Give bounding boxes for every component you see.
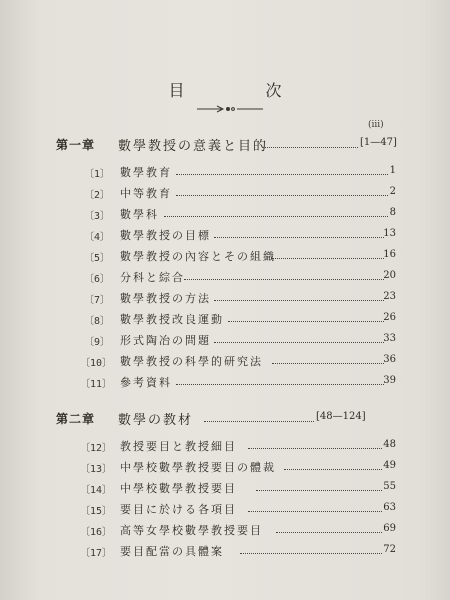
section-number: 〔15〕 (80, 506, 113, 517)
section-page: 20 (383, 270, 396, 281)
section-title: 要目に於ける各項目 (120, 503, 237, 516)
leader-dots (214, 300, 384, 301)
chapter-page-range: [48—124] (316, 411, 366, 422)
page-title: 目 次 (168, 81, 320, 100)
section-number: 〔8〕 (84, 316, 111, 327)
chapter-heading (0, 410, 450, 428)
section-page: 69 (383, 523, 396, 534)
toc-entry (0, 248, 450, 266)
leader-dots (214, 237, 384, 238)
leader-dots (240, 553, 382, 554)
section-page: 49 (383, 460, 396, 471)
section-number: 〔17〕 (80, 548, 113, 559)
toc-entry (0, 269, 450, 287)
section-title: 中學校數學教授要目の體裁 (120, 461, 276, 474)
section-number: 〔2〕 (84, 190, 111, 201)
section-title: 形式陶冶の問題 (120, 334, 211, 347)
leader-dots (228, 321, 384, 322)
section-page: 16 (383, 249, 396, 260)
section-title: 分科と綜合 (120, 271, 185, 284)
chapter-title: 數學の教材 (118, 413, 194, 428)
section-title: 參考資料 (120, 376, 172, 389)
section-number: 〔5〕 (84, 253, 111, 264)
section-number: 〔9〕 (84, 337, 111, 348)
ornament-divider (195, 103, 265, 115)
toc-entry (0, 332, 450, 350)
section-page: 63 (383, 502, 396, 513)
chapter-number: 第一章 (56, 138, 96, 152)
toc-entry (0, 438, 450, 456)
section-number: 〔6〕 (84, 274, 111, 285)
chapter-number: 第二章 (56, 412, 96, 426)
chapter-heading (0, 136, 450, 154)
section-page: 23 (383, 291, 396, 302)
section-page: 55 (383, 481, 396, 492)
toc-entry (0, 311, 450, 329)
leader-dots (248, 511, 382, 512)
section-title: 數學教授の目標 (120, 229, 211, 242)
section-number: 〔10〕 (80, 358, 113, 369)
chapter-title: 數學教授の意義と目的 (118, 139, 269, 154)
leader-dots (164, 216, 388, 217)
section-title: 數學教授の內容とその組織 (120, 250, 276, 263)
toc-entry (0, 290, 450, 308)
leader-dots (176, 384, 384, 385)
leader-dots (248, 448, 382, 449)
leader-dots (276, 532, 382, 533)
section-number: 〔1〕 (84, 169, 111, 180)
section-number: 〔14〕 (80, 485, 113, 496)
section-number: 〔4〕 (84, 232, 111, 243)
section-title: 教授要目と教授細目 (120, 440, 237, 453)
section-title: 數學教授の科學的研究法 (120, 355, 263, 368)
leader-dots (214, 342, 384, 343)
toc-entry (0, 459, 450, 477)
toc-entry (0, 374, 450, 392)
leader-dots (204, 421, 314, 422)
section-title: 中等教育 (120, 187, 172, 200)
leader-dots (272, 363, 384, 364)
toc-entry (0, 164, 450, 182)
section-page: 33 (383, 333, 396, 344)
section-page: 72 (383, 544, 396, 555)
leader-dots (284, 469, 382, 470)
section-page: 8 (389, 207, 396, 218)
section-page: 13 (383, 228, 396, 239)
leader-dots (262, 147, 358, 148)
section-page: 36 (383, 354, 396, 365)
toc-entry (0, 227, 450, 245)
leader-dots (256, 490, 382, 491)
section-page: 39 (383, 375, 396, 386)
page-marker: (iii) (368, 120, 384, 130)
section-title: 數學科 (120, 208, 159, 221)
toc-entry (0, 185, 450, 203)
leader-dots (176, 174, 388, 175)
chapter-page-range: [1—47] (360, 137, 397, 148)
section-page: 26 (383, 312, 396, 323)
section-number: 〔7〕 (84, 295, 111, 306)
section-title: 數學教授の方法 (120, 292, 211, 305)
toc-entry (0, 501, 450, 519)
leader-dots (176, 195, 388, 196)
section-title: 中學校數學教授要目 (120, 482, 237, 495)
toc-entry (0, 206, 450, 224)
toc-entry (0, 543, 450, 561)
section-title: 高等女學校數學教授要目 (120, 524, 263, 537)
leader-dots (272, 258, 384, 259)
section-page: 48 (383, 439, 396, 450)
section-number: 〔12〕 (80, 443, 113, 454)
section-number: 〔11〕 (80, 379, 113, 390)
section-title: 數學教授改良運動 (120, 313, 224, 326)
section-page: 1 (389, 165, 396, 176)
leader-dots (184, 279, 384, 280)
section-number: 〔13〕 (80, 464, 113, 475)
section-page: 2 (389, 186, 396, 197)
toc-entry (0, 480, 450, 498)
section-number: 〔3〕 (84, 211, 111, 222)
toc-entry (0, 522, 450, 540)
section-title: 數學教育 (120, 166, 172, 179)
toc-entry (0, 353, 450, 371)
section-number: 〔16〕 (80, 527, 113, 538)
section-title: 要目配當の具體案 (120, 545, 224, 558)
